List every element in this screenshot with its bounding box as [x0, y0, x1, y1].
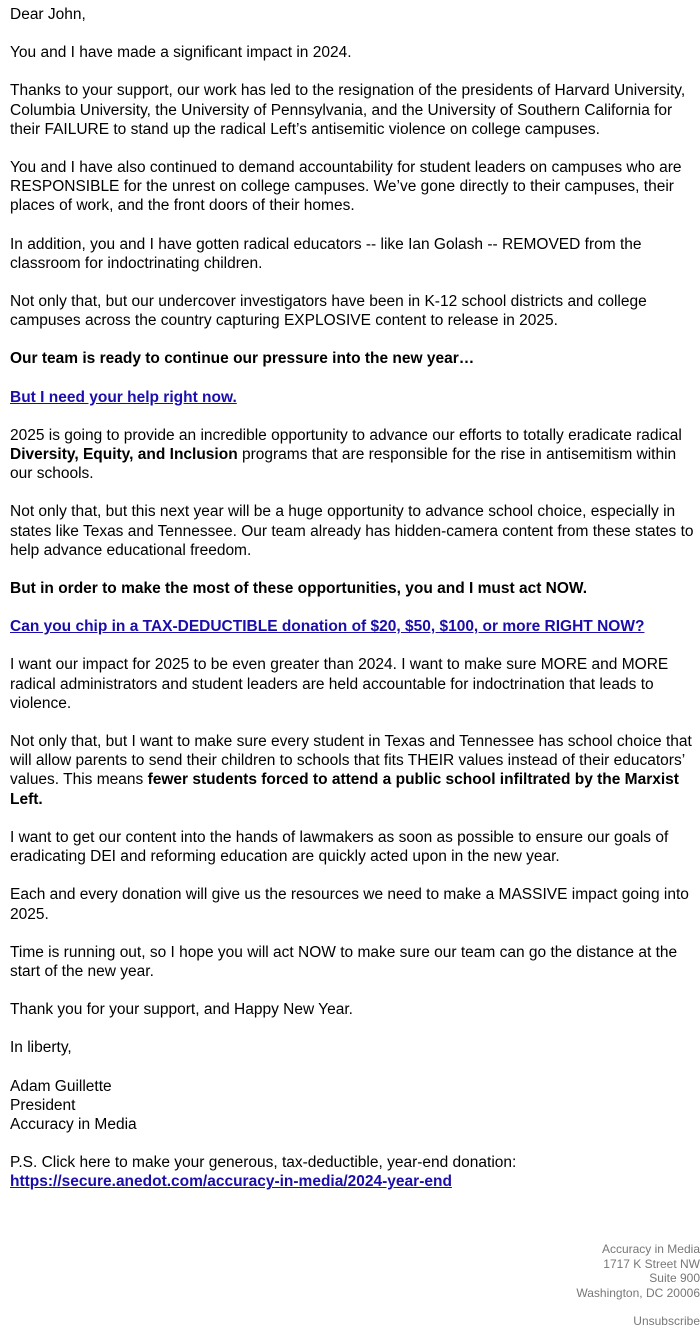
signature: [10, 1077, 694, 1135]
dei-text-start: 2025 is going to provide an incredible opportunity to advance our efforts to totally eradicate radical: [10, 426, 682, 444]
paragraph-students: [10, 732, 694, 809]
paragraph-greater: I want our impact for 2025 to be even greater than 2024. I want to make sure MORE and MORE radical administrators and student leaders are held accountable for indoctrination that leads to violence.: [10, 656, 669, 712]
students-text: Not only that, but I want to make sure every student in Texas and Tennessee has school choice that will allow parents to send their children to schools that fits THEIR values instead of their educators’ values. This means: [10, 733, 692, 789]
closing: In liberty,: [10, 1039, 72, 1057]
signature-title: President: [10, 1096, 76, 1114]
postscript: [10, 1153, 694, 1191]
paragraph-donation: Each and every donation will give us the resources we need to make a MASSIVE impact going into 2025.: [10, 886, 689, 923]
signature-org: Accuracy in Media: [10, 1115, 137, 1133]
paragraph-time: Time is running out, so I hope you will act NOW to make sure our team can go the distance at the start of the new year.: [10, 943, 678, 980]
footer-org: Accuracy in Media: [601, 1242, 700, 1256]
paragraph-lawmakers: I want to get our content into the hands of lawmakers as soon as possible to ensure our goals of eradicating DEI and reforming education are quickly acted upon in the new year.: [10, 828, 669, 866]
dei-bold: Diversity, Equity, and Inclusion: [10, 446, 238, 464]
students-bold: fewer students forced to attend a public school infiltrated by the Marxist Left.: [10, 771, 679, 808]
footer-address: [576, 1242, 700, 1300]
act-now-bold: But in order to make the most of these opportunities, you and I must act NOW.: [10, 580, 587, 598]
paragraph-accountability: You and I have also continued to demand accountability for student leaders on campuses who are RESPONSIBLE for the unrest on college campuses. We’ve gone directly to their campuses, their places of work, and the front doors of their homes.: [10, 159, 682, 215]
paragraph-educators: In addition, you and I have gotten radical educators -- like Ian Golash -- REMOVED from the classroom for indoctrinating children.: [10, 235, 642, 272]
unsubscribe-link[interactable]: Unsubscribe: [633, 1314, 700, 1328]
dei-text-end: programs that are responsible for the rise in antisemitism within our schools.: [10, 446, 677, 483]
paragraph-impact: You and I have made a significant impact in 2024.: [10, 44, 352, 62]
donate-link-row: [10, 617, 694, 636]
postscript-text: P.S. Click here to make your generous, tax-deductible, year-end donation:: [10, 1154, 517, 1172]
greeting: Dear John,: [10, 6, 86, 23]
donate-link[interactable]: Can you chip in a TAX-DEDUCTIBLE donation of $20, $50, $100, or more RIGHT NOW?: [10, 618, 645, 636]
signature-name: Adam Guillette: [10, 1077, 112, 1095]
email-body: [10, 5, 694, 1211]
paragraph-school-choice: Not only that, but this next year will be a huge opportunity to advance school choice, especially in states like Texas and Tennessee. Our team already has hidden-camera content from these states to help advance educational freedom.: [10, 503, 694, 559]
help-link[interactable]: But I need your help right now.: [10, 388, 237, 406]
paragraph-investigators: Not only that, but our undercover investigators have been in K-12 school districts and college campuses across the country capturing EXPLOSIVE content to release in 2025.: [10, 293, 647, 330]
footer-city: Washington, DC 20006: [576, 1285, 700, 1300]
paragraph-resignations: Thanks to your support, our work has led to the resignation of the presidents of Harvard University, Columbia University, the University of Pennsylvania, and the University of Southern California for their FAILURE to stand up the radical Left’s antisemitic violence on college campuses.: [10, 82, 686, 138]
paragraph-team-ready: [10, 349, 694, 368]
team-ready-bold: Our team is ready to continue our pressure into the new year…: [10, 350, 475, 368]
paragraph-act-now: [10, 579, 694, 598]
paragraph-dei: [10, 426, 694, 484]
paragraph-thanks: Thank you for your support, and Happy New Year.: [10, 1001, 353, 1019]
footer-suite: Suite 900: [649, 1271, 700, 1285]
help-link-row: [10, 388, 694, 407]
footer-street: 1717 K Street NW: [603, 1256, 700, 1271]
donation-url-link[interactable]: https://secure.anedot.com/accuracy-in-media/2024-year-end: [10, 1173, 452, 1191]
